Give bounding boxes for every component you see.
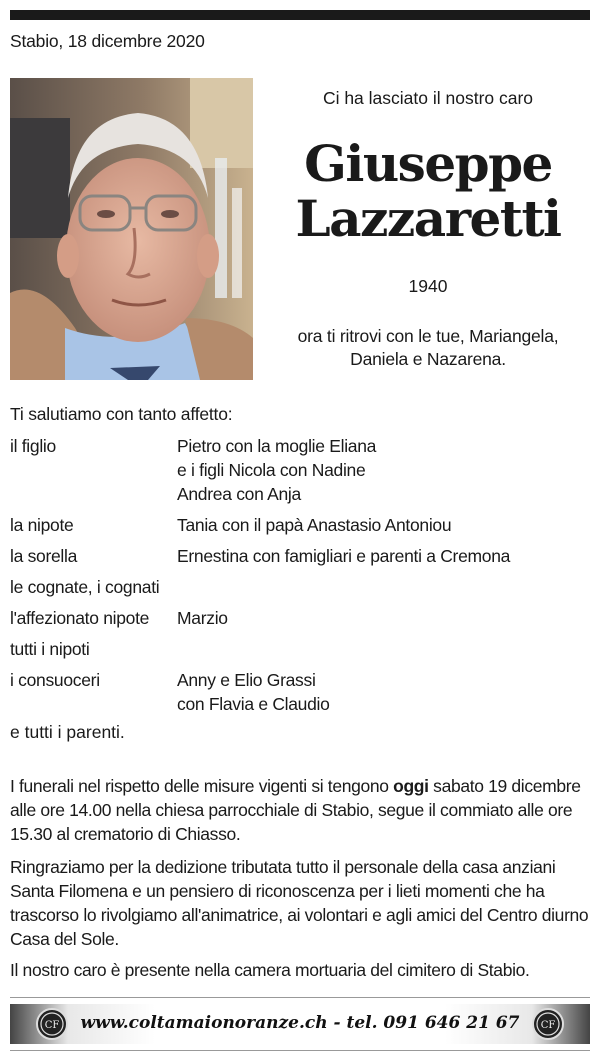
- family-name-line: Ernestina con famigliari e parenti a Cremona: [177, 546, 511, 566]
- family-names: [177, 606, 590, 630]
- closing-text: e tutti i parenti.: [10, 722, 125, 742]
- family-relation: il figlio: [10, 436, 56, 456]
- family-row: [10, 544, 590, 568]
- family-name-line: Tania con il papà Anastasio Antoniou: [177, 515, 452, 535]
- svg-text:CF: CF: [540, 1020, 556, 1031]
- family-name-line: Anny e Elio Grassi: [177, 670, 316, 690]
- dateline: Stabio, 18 dicembre 2020: [10, 31, 205, 51]
- family-name-line: e i figli Nicola con Nadine: [177, 460, 366, 480]
- family-relation: la nipote: [10, 515, 74, 535]
- family-row: [10, 575, 590, 599]
- greeting-text: Ti salutiamo con tanto affetto:: [10, 404, 233, 424]
- family-row: [10, 637, 590, 661]
- family-names: [177, 513, 590, 537]
- deceased-name: [283, 136, 573, 246]
- family-relation: i consuoceri: [10, 670, 100, 690]
- family-names: [177, 668, 590, 716]
- chapel-paragraph: Il nostro caro è presente nella camera mortuaria del cimitero di Stabio.: [10, 960, 530, 980]
- family-row: [10, 668, 590, 716]
- family-relation: la sorella: [10, 546, 78, 566]
- family-row: [10, 434, 590, 506]
- last-name: Lazzaretti: [295, 189, 561, 248]
- memorial-phrase: ora ti ritrovi con le tue, Mariangela, Daniela e Nazarena.: [297, 326, 559, 369]
- family-relation: l'affezionato nipote: [10, 608, 150, 628]
- footer-banner: [10, 1004, 590, 1044]
- family-names: [177, 637, 590, 661]
- family-names: [177, 575, 590, 599]
- family-list: [10, 434, 590, 723]
- family-row: [10, 513, 590, 537]
- funeral-text-after: sabato 19 dicembre alle ore 14.00 nella chiesa parrocchiale di Stabio, segue il commiato alle ore 15.30 al crematorio di Chiasso.: [10, 776, 581, 844]
- svg-text:CF: CF: [44, 1020, 60, 1031]
- family-relation: le cognate, i cognati: [10, 577, 160, 597]
- family-names: [177, 544, 590, 568]
- family-relation: tutti i nipoti: [10, 639, 90, 659]
- funeral-home-logo-icon: [532, 1008, 564, 1040]
- first-name: Giuseppe: [304, 134, 552, 193]
- family-name-line: Pietro con la moglie Eliana: [177, 436, 377, 456]
- top-black-bar: [10, 10, 590, 20]
- family-row: [10, 606, 590, 630]
- funeral-text-bold: oggi: [393, 776, 429, 796]
- family-name-line: Andrea con Anja: [177, 484, 301, 504]
- thanks-paragraph: Ringraziamo per la dedizione tributata tutto il personale della casa anziani Santa Filomena e un pensiero di riconoscenza per i lieti momenti che ha trascorso lo rivolgiamo all'animatrice, ai volontari e agli amici del Centro diurno Casa del Sole.: [10, 857, 589, 949]
- footer-contact: www.coltamaionoranze.ch - tel. 091 646 21 67: [80, 1013, 520, 1033]
- footer-top-rule: [10, 997, 590, 998]
- portrait-photo: [10, 78, 253, 380]
- funeral-text-before: I funerali nel rispetto delle misure vigenti si tengono: [10, 776, 394, 796]
- funeral-paragraph: [10, 774, 595, 846]
- footer-bottom-rule: [10, 1050, 590, 1051]
- birth-year: 1940: [408, 276, 448, 296]
- family-name-line: Marzio: [177, 608, 228, 628]
- family-name-line: con Flavia e Claudio: [177, 694, 330, 714]
- family-names: [177, 434, 590, 506]
- intro-text: Ci ha lasciato il nostro caro: [322, 88, 534, 108]
